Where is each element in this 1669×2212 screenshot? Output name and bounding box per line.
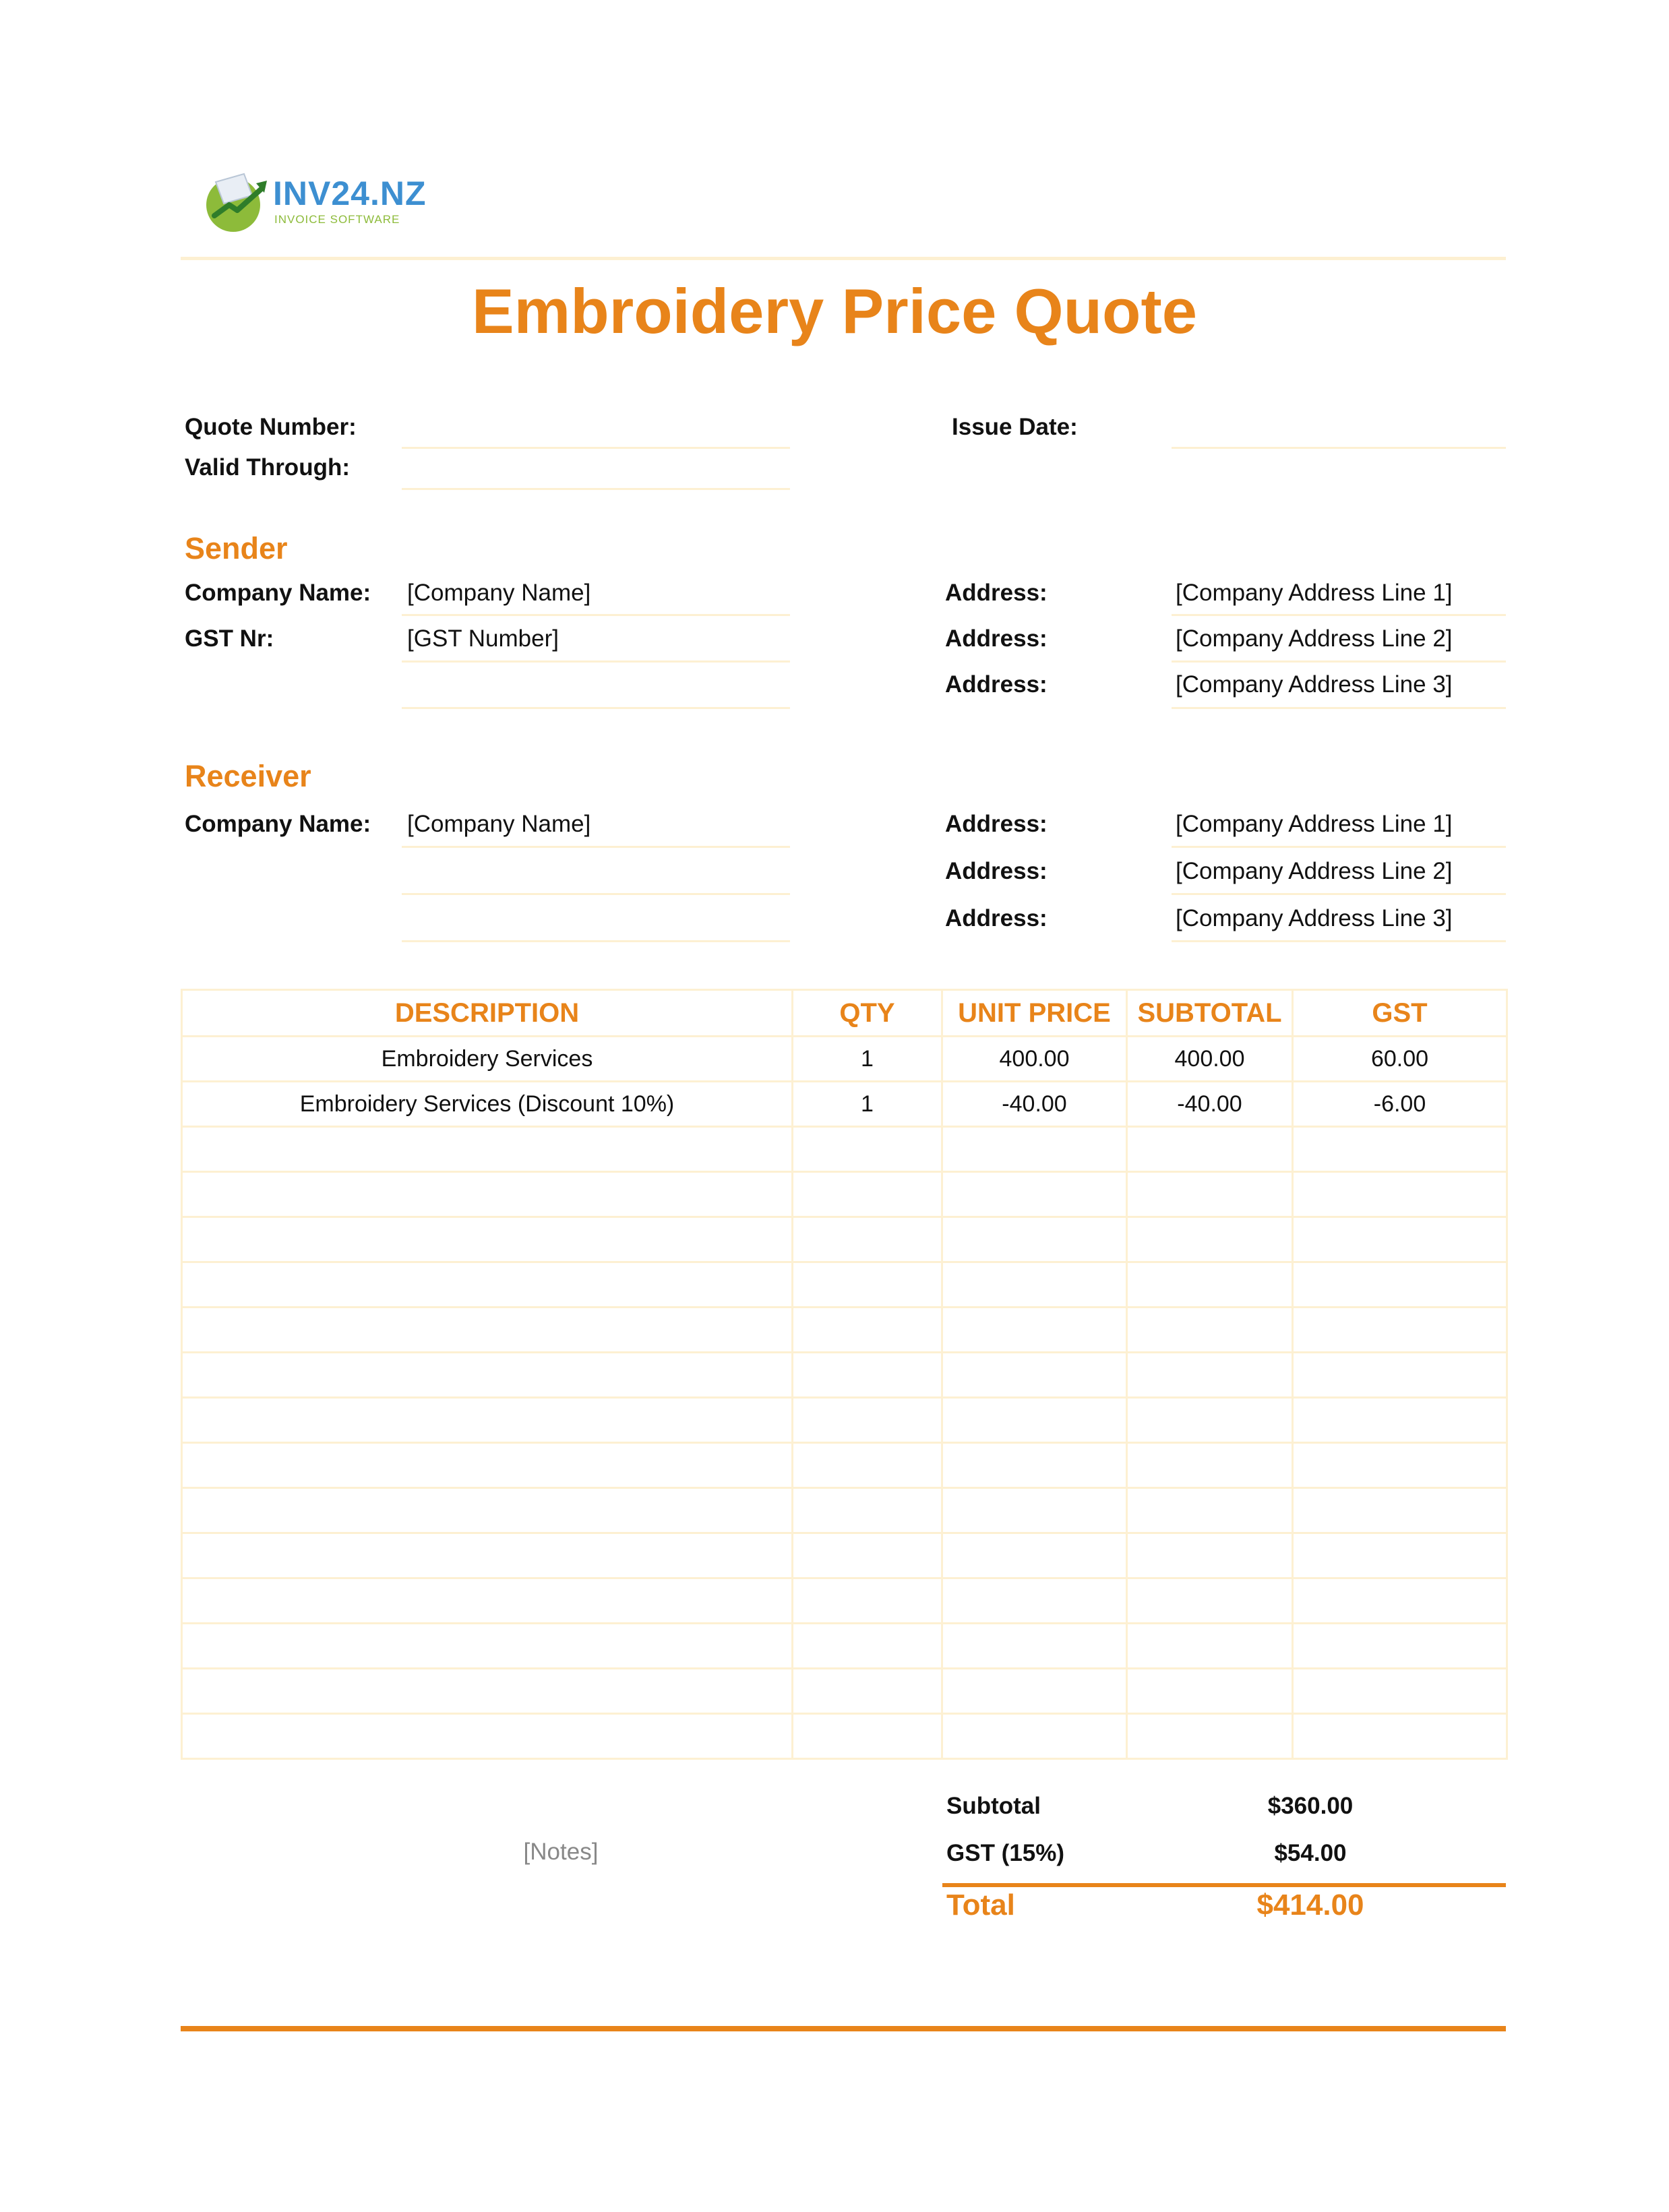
empty-cell[interactable] — [182, 1578, 793, 1624]
total-value: $414.00 — [1256, 1888, 1364, 1922]
sender-extra-line — [402, 707, 790, 709]
empty-cell[interactable] — [793, 1127, 942, 1172]
empty-cell[interactable] — [1293, 1533, 1507, 1578]
empty-cell[interactable] — [942, 1669, 1127, 1714]
page-title: Embroidery Price Quote — [471, 276, 1198, 346]
sender-gst-number[interactable]: [GST Number] — [407, 625, 559, 652]
issue-date-field[interactable] — [1172, 447, 1506, 449]
empty-cell[interactable] — [182, 1127, 793, 1172]
logo-tagline: INVOICE SOFTWARE — [274, 213, 400, 226]
empty-cell[interactable] — [942, 1624, 1127, 1669]
empty-cell[interactable] — [1127, 1398, 1293, 1443]
empty-cell[interactable] — [1127, 1578, 1293, 1624]
empty-cell[interactable] — [793, 1669, 942, 1714]
empty-cell[interactable] — [1127, 1308, 1293, 1353]
sender-company-name[interactable]: [Company Name] — [407, 580, 591, 606]
sender-address-underline-1 — [1172, 614, 1506, 616]
receiver-address-underline-1 — [1172, 846, 1506, 848]
sender-address-underline-3 — [1172, 707, 1506, 709]
empty-cell[interactable] — [793, 1578, 942, 1624]
sender-address-label-1: Address: — [945, 580, 1048, 606]
empty-cell[interactable] — [1127, 1353, 1293, 1398]
empty-cell[interactable] — [942, 1714, 1127, 1759]
logo-brand-text: INV24.NZ — [273, 175, 427, 212]
sender-address-line-3[interactable]: [Company Address Line 3] — [1176, 671, 1453, 698]
table-row-empty — [182, 1262, 1507, 1308]
empty-cell[interactable] — [1293, 1353, 1507, 1398]
table-row — [182, 1082, 1507, 1127]
empty-cell[interactable] — [942, 1127, 1127, 1172]
col-header-qty: QTY — [793, 990, 942, 1037]
empty-cell[interactable] — [793, 1308, 942, 1353]
subtotal-value: $360.00 — [1267, 1793, 1354, 1819]
empty-cell[interactable] — [1127, 1624, 1293, 1669]
col-header-subtotal: SUBTOTAL — [1127, 990, 1293, 1037]
cell-subtotal[interactable]: -40.00 — [1127, 1082, 1293, 1127]
gst-total-value: $54.00 — [1274, 1840, 1347, 1866]
sender-company-name-line — [402, 614, 790, 616]
sender-address-underline-2 — [1172, 660, 1506, 663]
sender-gst-line — [402, 660, 790, 663]
empty-cell[interactable] — [793, 1488, 942, 1533]
col-header-unit-price: UNIT PRICE — [942, 990, 1127, 1037]
empty-cell[interactable] — [182, 1172, 793, 1217]
empty-cell[interactable] — [793, 1714, 942, 1759]
total-divider — [942, 1883, 1506, 1887]
cell-gst[interactable]: -6.00 — [1293, 1082, 1507, 1127]
col-header-description: DESCRIPTION — [182, 990, 793, 1037]
empty-cell[interactable] — [1127, 1443, 1293, 1488]
empty-cell[interactable] — [182, 1533, 793, 1578]
empty-cell[interactable] — [182, 1398, 793, 1443]
table-row — [182, 1037, 1507, 1082]
company-logo — [202, 168, 427, 236]
receiver-address-line-3[interactable]: [Company Address Line 3] — [1176, 905, 1453, 931]
receiver-extra-line-1 — [402, 893, 790, 895]
empty-cell[interactable] — [1293, 1172, 1507, 1217]
sender-address-label-2: Address: — [945, 625, 1048, 652]
table-row-empty — [182, 1624, 1507, 1669]
sender-gst-label: GST Nr: — [185, 625, 274, 652]
receiver-extra-line-2 — [402, 940, 790, 942]
empty-cell[interactable] — [942, 1488, 1127, 1533]
empty-cell[interactable] — [1293, 1308, 1507, 1353]
empty-cell[interactable] — [1293, 1217, 1507, 1262]
empty-cell[interactable] — [942, 1398, 1127, 1443]
items-table — [181, 989, 1508, 1760]
empty-cell[interactable] — [182, 1488, 793, 1533]
empty-cell[interactable] — [942, 1353, 1127, 1398]
table-row-empty — [182, 1308, 1507, 1353]
empty-cell[interactable] — [1293, 1262, 1507, 1308]
total-label: Total — [946, 1888, 1015, 1922]
empty-cell[interactable] — [182, 1669, 793, 1714]
empty-cell[interactable] — [1127, 1262, 1293, 1308]
empty-cell[interactable] — [182, 1624, 793, 1669]
subtotal-label: Subtotal — [946, 1793, 1041, 1819]
empty-cell[interactable] — [793, 1533, 942, 1578]
cell-unit-price[interactable]: 400.00 — [942, 1037, 1127, 1082]
table-row-empty — [182, 1217, 1507, 1262]
empty-cell[interactable] — [1293, 1669, 1507, 1714]
quote-number-field[interactable] — [402, 447, 790, 449]
cell-qty[interactable]: 1 — [793, 1082, 942, 1127]
empty-cell[interactable] — [1127, 1127, 1293, 1172]
table-row-empty — [182, 1669, 1507, 1714]
receiver-address-label-1: Address: — [945, 811, 1048, 837]
sender-address-line-1[interactable]: [Company Address Line 1] — [1176, 580, 1453, 606]
empty-cell[interactable] — [1127, 1488, 1293, 1533]
empty-cell[interactable] — [793, 1172, 942, 1217]
table-row-empty — [182, 1127, 1507, 1172]
table-row-empty — [182, 1578, 1507, 1624]
table-row-empty — [182, 1443, 1507, 1488]
empty-cell[interactable] — [1127, 1172, 1293, 1217]
cell-description[interactable]: Embroidery Services — [182, 1037, 793, 1082]
empty-cell[interactable] — [793, 1624, 942, 1669]
cell-gst[interactable]: 60.00 — [1293, 1037, 1507, 1082]
receiver-address-underline-3 — [1172, 940, 1506, 942]
empty-cell[interactable] — [1127, 1669, 1293, 1714]
table-row-empty — [182, 1488, 1507, 1533]
quote-number-label: Quote Number: — [185, 414, 357, 440]
table-row-empty — [182, 1172, 1507, 1217]
empty-cell[interactable] — [182, 1262, 793, 1308]
footer-divider — [181, 2026, 1506, 2031]
cell-description[interactable]: Embroidery Services (Discount 10%) — [182, 1082, 793, 1127]
table-row-empty — [182, 1533, 1507, 1578]
gst-total-label: GST (15%) — [946, 1840, 1065, 1866]
empty-cell[interactable] — [1293, 1714, 1507, 1759]
receiver-company-name[interactable]: [Company Name] — [407, 811, 591, 837]
valid-through-label: Valid Through: — [185, 454, 350, 481]
table-row-empty — [182, 1398, 1507, 1443]
cell-subtotal[interactable]: 400.00 — [1127, 1037, 1293, 1082]
empty-cell[interactable] — [1293, 1578, 1507, 1624]
empty-cell[interactable] — [942, 1578, 1127, 1624]
empty-cell[interactable] — [942, 1217, 1127, 1262]
col-header-gst: GST — [1293, 990, 1507, 1037]
empty-cell[interactable] — [182, 1714, 793, 1759]
empty-cell[interactable] — [1127, 1217, 1293, 1262]
cell-unit-price[interactable]: -40.00 — [942, 1082, 1127, 1127]
table-row-empty — [182, 1714, 1507, 1759]
empty-cell[interactable] — [1293, 1127, 1507, 1172]
issue-date-label: Issue Date: — [952, 414, 1078, 440]
sender-address-line-2[interactable]: [Company Address Line 2] — [1176, 625, 1453, 652]
empty-cell[interactable] — [793, 1443, 942, 1488]
empty-cell[interactable] — [793, 1217, 942, 1262]
table-header-row — [182, 990, 1507, 1037]
receiver-address-underline-2 — [1172, 893, 1506, 895]
empty-cell[interactable] — [1293, 1488, 1507, 1533]
receiver-heading: Receiver — [185, 759, 311, 793]
empty-cell[interactable] — [1293, 1398, 1507, 1443]
empty-cell[interactable] — [793, 1262, 942, 1308]
empty-cell[interactable] — [942, 1172, 1127, 1217]
empty-cell[interactable] — [942, 1262, 1127, 1308]
empty-cell[interactable] — [1127, 1533, 1293, 1578]
table-row-empty — [182, 1353, 1507, 1398]
empty-cell[interactable] — [793, 1398, 942, 1443]
receiver-address-label-3: Address: — [945, 905, 1048, 931]
cell-qty[interactable]: 1 — [793, 1037, 942, 1082]
empty-cell[interactable] — [182, 1308, 793, 1353]
empty-cell[interactable] — [1293, 1624, 1507, 1669]
empty-cell[interactable] — [1127, 1714, 1293, 1759]
empty-cell[interactable] — [942, 1533, 1127, 1578]
sender-address-label-3: Address: — [945, 671, 1048, 698]
receiver-company-name-label: Company Name: — [185, 811, 371, 837]
notes-field[interactable]: [Notes] — [523, 1839, 599, 1865]
empty-cell[interactable] — [182, 1443, 793, 1488]
empty-cell[interactable] — [942, 1308, 1127, 1353]
empty-cell[interactable] — [942, 1443, 1127, 1488]
sender-company-name-label: Company Name: — [185, 580, 371, 606]
receiver-company-name-line — [402, 846, 790, 848]
empty-cell[interactable] — [182, 1353, 793, 1398]
receiver-address-label-2: Address: — [945, 858, 1048, 884]
empty-cell[interactable] — [1293, 1443, 1507, 1488]
receiver-address-line-1[interactable]: [Company Address Line 1] — [1176, 811, 1453, 837]
logo-icon — [202, 168, 270, 236]
empty-cell[interactable] — [182, 1217, 793, 1262]
empty-cell[interactable] — [793, 1353, 942, 1398]
receiver-address-line-2[interactable]: [Company Address Line 2] — [1176, 858, 1453, 884]
sender-heading: Sender — [185, 531, 288, 565]
valid-through-field[interactable] — [402, 488, 790, 490]
header-divider — [181, 257, 1506, 260]
